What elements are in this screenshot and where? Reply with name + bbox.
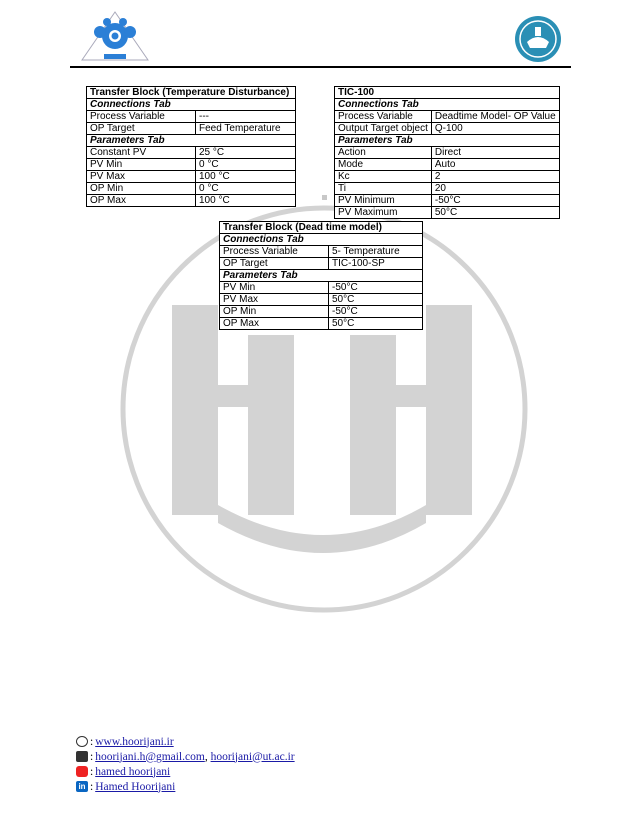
row-label: Kc [335, 171, 432, 183]
section-header: Connections Tab [220, 234, 423, 246]
table-row [335, 111, 560, 123]
youtube-icon [76, 766, 88, 777]
table-row [335, 171, 560, 183]
row-value: 100 °C [196, 171, 296, 183]
row-label: OP Min [87, 183, 196, 195]
email-link-ut[interactable]: hoorijani@ut.ac.ir [210, 750, 295, 763]
row-label: Process Variable [87, 111, 196, 123]
row-label: OP Max [87, 195, 196, 207]
row-value: --- [196, 111, 296, 123]
row-value: 25 °C [196, 147, 296, 159]
row-value: 50°C [329, 318, 423, 330]
colon: : [90, 735, 94, 748]
row-label: PV Min [220, 282, 329, 294]
row-label: Mode [335, 159, 432, 171]
email-row [76, 749, 295, 764]
row-value: 50°C [329, 294, 423, 306]
row-label: Constant PV [87, 147, 196, 159]
table-row [335, 147, 560, 159]
small-mark [322, 195, 327, 200]
row-value: -50°C [329, 306, 423, 318]
row-value: Auto [431, 159, 559, 171]
table-row [220, 258, 423, 270]
section-header: Parameters Tab [335, 135, 560, 147]
table-row [220, 294, 423, 306]
email-separator: , [204, 750, 211, 763]
colon: : [90, 765, 94, 778]
table-row [220, 306, 423, 318]
tic-100-table [334, 86, 560, 219]
table-row [87, 123, 296, 135]
row-value: TIC-100-SP [329, 258, 423, 270]
table-row [87, 111, 296, 123]
linkedin-icon: in [76, 781, 88, 792]
website-link[interactable]: www.hoorijani.ir [95, 735, 174, 748]
section-header: Parameters Tab [220, 270, 423, 282]
transfer-block-temperature-disturbance-table [86, 86, 296, 207]
email-link-gmail[interactable]: hoorijani.h@gmail.com [95, 750, 205, 763]
table-row [220, 318, 423, 330]
row-label: PV Minimum [335, 195, 432, 207]
linkedin-row [76, 779, 295, 794]
table-row [87, 183, 296, 195]
table-row [335, 207, 560, 219]
row-value: 20 [431, 183, 559, 195]
section-header: Connections Tab [87, 99, 296, 111]
linkedin-link[interactable]: Hamed Hoorijani [95, 780, 176, 793]
contact-footer [76, 734, 295, 794]
row-value: 100 °C [196, 195, 296, 207]
row-value: Feed Temperature [196, 123, 296, 135]
row-value: Direct [431, 147, 559, 159]
youtube-row [76, 764, 295, 779]
row-label: PV Max [220, 294, 329, 306]
table-row [220, 246, 423, 258]
row-label: Output Target object [335, 123, 432, 135]
row-label: Ti [335, 183, 432, 195]
table-title: TIC-100 [335, 87, 560, 99]
table-row [87, 195, 296, 207]
section-header: Connections Tab [335, 99, 560, 111]
row-value: 0 °C [196, 183, 296, 195]
row-value: -50°C [329, 282, 423, 294]
row-value: Deadtime Model- OP Value [431, 111, 559, 123]
table-row [87, 171, 296, 183]
globe-icon [76, 736, 88, 747]
row-label: OP Target [220, 258, 329, 270]
table-row [335, 159, 560, 171]
row-label: OP Min [220, 306, 329, 318]
table-row [335, 195, 560, 207]
row-label: PV Min [87, 159, 196, 171]
row-value: Q-100 [431, 123, 559, 135]
row-label: Action [335, 147, 432, 159]
row-label: OP Target [87, 123, 196, 135]
row-value: 2 [431, 171, 559, 183]
table-row [335, 183, 560, 195]
row-label: Process Variable [335, 111, 432, 123]
table-row [87, 147, 296, 159]
colon: : [90, 780, 94, 793]
section-header: Parameters Tab [87, 135, 296, 147]
row-label: OP Max [220, 318, 329, 330]
table-row [87, 159, 296, 171]
colon: : [90, 750, 94, 763]
table-row [335, 123, 560, 135]
row-label: Process Variable [220, 246, 329, 258]
row-value: -50°C [431, 195, 559, 207]
table-title: Transfer Block (Temperature Disturbance) [87, 87, 296, 99]
university-logo-icon [513, 14, 563, 64]
table-title: Transfer Block (Dead time model) [220, 222, 423, 234]
header-rule [70, 66, 571, 68]
envelope-icon [76, 751, 88, 762]
row-value: 50°C [431, 207, 559, 219]
row-value: 5- Temperature [329, 246, 423, 258]
row-value: 0 °C [196, 159, 296, 171]
row-label: PV Maximum [335, 207, 432, 219]
transfer-block-dead-time-model-table [219, 221, 423, 330]
table-row [220, 282, 423, 294]
left-logo-gear-icon [80, 10, 150, 62]
row-label: PV Max [87, 171, 196, 183]
website-row [76, 734, 295, 749]
youtube-link[interactable]: hamed hoorijani [95, 765, 171, 778]
